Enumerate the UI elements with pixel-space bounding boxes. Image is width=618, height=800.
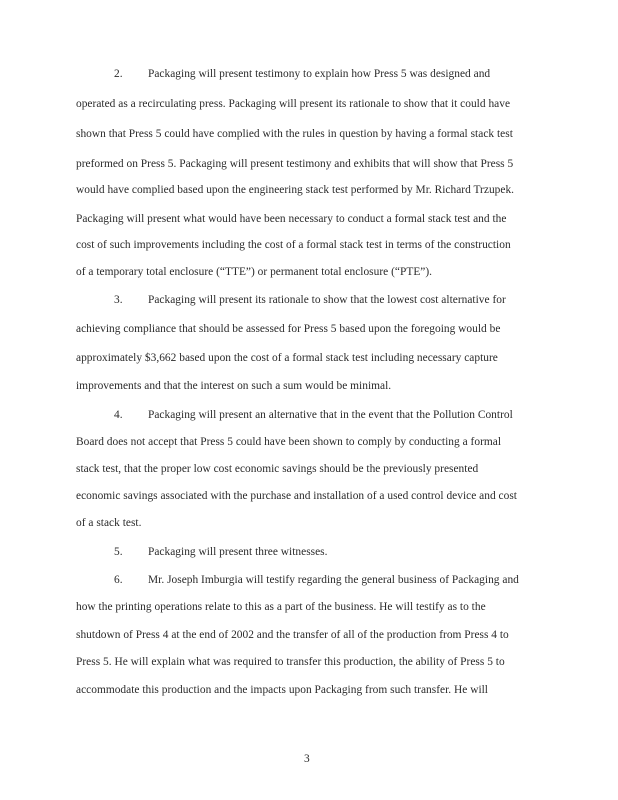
paragraph-6-number: 6.: [114, 574, 123, 586]
paragraph-2-line-4: preformed on Press 5. Packaging will present testimony and exhibits that will show that Press 5: [76, 158, 514, 170]
paragraph-2-line-1: 2. Packaging will present testimony to explain how Press 5 was designed and: [114, 68, 491, 80]
paragraph-4-line-3: stack test, that the proper low cost economic savings should be the previously presented: [76, 463, 479, 475]
paragraph-5-line-1: 5. Packaging will present three witnesses.: [114, 546, 328, 558]
paragraph-4-line-2: Board does not accept that Press 5 could have been shown to comply by conducting a formal: [76, 436, 502, 448]
paragraph-2-line-3: shown that Press 5 could have complied with the rules in question by having a formal stack test: [76, 128, 513, 140]
paragraph-2-line-2: operated as a recirculating press. Packaging will present its rationale to show that it could have: [76, 98, 511, 110]
paragraph-6-line-2: how the printing operations relate to this as a part of the business. He will testify as to the: [76, 601, 486, 613]
paragraph-2-line-7: cost of such improvements including the cost of a formal stack test in terms of the construction: [76, 239, 511, 251]
paragraph-4-line-1: 4. Packaging will present an alternative that in the event that the Pollution Control: [114, 409, 513, 421]
paragraph-2-line-5: would have complied based upon the engineering stack test performed by Mr. Richard Trzupek.: [76, 184, 515, 196]
paragraph-2-line-8: of a temporary total enclosure (“TTE”) or permanent total enclosure (“PTE”).: [76, 266, 433, 278]
paragraph-2-line-6: Packaging will present what would have been necessary to conduct a formal stack test and the: [76, 213, 507, 225]
paragraph-4-line-5: of a stack test.: [76, 517, 142, 529]
page-number: 3: [304, 753, 310, 765]
paragraph-2-number: 2.: [114, 68, 123, 80]
paragraph-6-line-4: Press 5. He will explain what was required to transfer this production, the ability of Press 5 to: [76, 656, 505, 668]
paragraph-5-number: 5.: [114, 546, 123, 558]
paragraph-3-line-4: improvements and that the interest on such a sum would be minimal.: [76, 380, 392, 392]
paragraph-3-line-1: 3. Packaging will present its rationale to show that the lowest cost alternative for: [114, 294, 506, 306]
paragraph-3-line-2: achieving compliance that should be assessed for Press 5 based upon the foregoing would be: [76, 323, 501, 335]
paragraph-6-line-1: 6. Mr. Joseph Imburgia will testify regarding the general business of Packaging and: [114, 574, 519, 586]
paragraph-4-line-4: economic savings associated with the purchase and installation of a used control device and cost: [76, 490, 517, 502]
paragraph-6-line-3: shutdown of Press 4 at the end of 2002 and the transfer of all of the production from Press 4 to: [76, 629, 509, 641]
paragraph-3-number: 3.: [114, 294, 123, 306]
paragraph-4-number: 4.: [114, 409, 123, 421]
paragraph-6-line-5: accommodate this production and the impacts upon Packaging from such transfer. He will: [76, 684, 488, 696]
paragraph-3-line-3: approximately $3,662 based upon the cost of a formal stack test including necessary capture: [76, 352, 498, 364]
